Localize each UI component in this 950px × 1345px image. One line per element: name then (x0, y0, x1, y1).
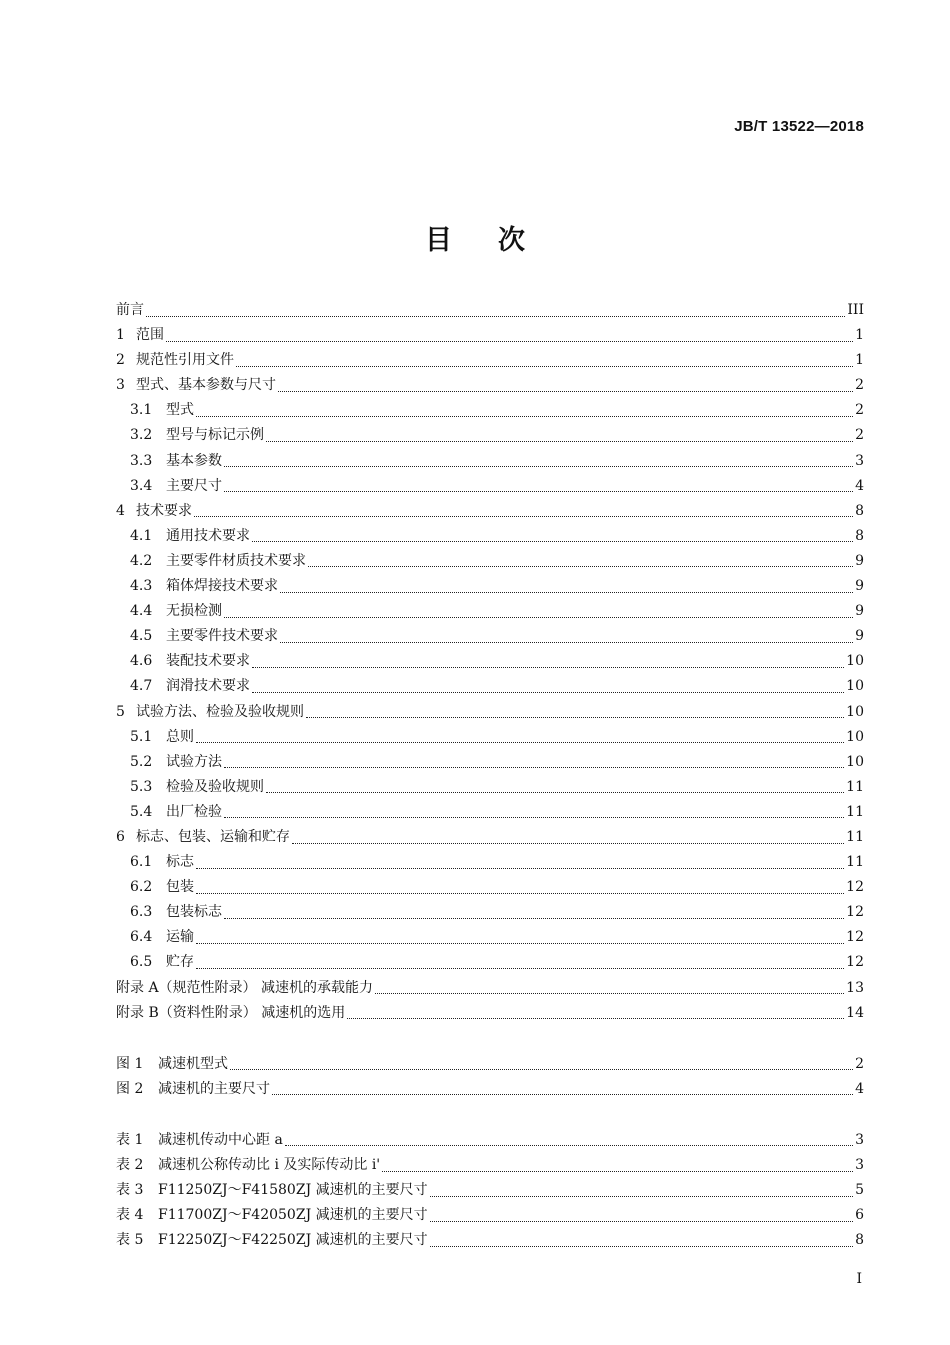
toc-entry-page: 4 (855, 1080, 864, 1097)
dot-leader (280, 591, 853, 593)
toc-entry[interactable] (116, 1052, 864, 1077)
table-of-contents (116, 298, 864, 1253)
toc-entry-label: 主要尺寸 (166, 477, 222, 494)
toc-entry-number: 5.2 (130, 753, 153, 770)
toc-entry[interactable] (116, 549, 864, 574)
dot-leader (278, 390, 853, 392)
toc-entry-page: 5 (855, 1182, 864, 1199)
toc-entry-page: 12 (846, 954, 864, 971)
dot-leader (224, 816, 844, 818)
toc-entry-page: 11 (846, 854, 864, 871)
toc-entry-label: 出厂检验 (166, 803, 222, 820)
dot-leader (224, 616, 853, 618)
toc-entry[interactable] (116, 725, 864, 750)
toc-entry-label: 标志 (166, 854, 194, 871)
toc-entry-page: 12 (846, 929, 864, 946)
toc-entry-number: 4.3 (130, 578, 153, 595)
toc-entry-label: 前言 (116, 302, 144, 318)
toc-entry-page: 11 (846, 778, 864, 795)
toc-entry-label: 规范性引用文件 (136, 352, 234, 369)
dot-leader (196, 967, 844, 969)
dot-leader (196, 415, 853, 417)
dot-leader (236, 365, 853, 367)
toc-entry-number: 4 (116, 502, 125, 519)
toc-entry-page: 13 (846, 979, 864, 996)
toc-entry[interactable] (116, 925, 864, 950)
toc-entry[interactable] (116, 474, 864, 499)
toc-entry[interactable] (116, 348, 864, 373)
toc-entry[interactable] (116, 298, 864, 323)
toc-entry[interactable] (116, 574, 864, 599)
dot-leader (347, 1017, 844, 1019)
toc-entry[interactable] (116, 800, 864, 825)
toc-entry-page: 11 (846, 803, 864, 820)
toc-entry-label: 附录 B（资料性附录） 减速机的选用 (116, 1004, 346, 1021)
toc-entry-page: 10 (846, 653, 864, 670)
toc-entry-label: 贮存 (166, 954, 194, 971)
dot-leader (292, 842, 844, 844)
toc-entry[interactable] (116, 323, 864, 348)
toc-entry[interactable] (116, 1203, 864, 1228)
toc-entry-label: 试验方法 (166, 753, 222, 770)
dot-leader (194, 515, 853, 517)
toc-entry[interactable] (116, 875, 864, 900)
toc-entry[interactable] (116, 1228, 864, 1253)
toc-entry-label: 箱体焊接技术要求 (166, 578, 278, 595)
toc-entry-number: 表 5 (116, 1232, 144, 1249)
toc-entry[interactable] (116, 449, 864, 474)
toc-entry[interactable] (116, 1178, 864, 1203)
toc-entry-label: 润滑技术要求 (166, 678, 250, 695)
toc-entry-number: 4.1 (130, 527, 153, 544)
toc-entry-number: 3.1 (130, 402, 153, 419)
toc-title (0, 218, 950, 257)
toc-entry-number: 4.7 (130, 678, 153, 695)
toc-entry[interactable] (116, 499, 864, 524)
dot-leader (266, 791, 844, 793)
toc-entry[interactable] (116, 398, 864, 423)
toc-entry-label: 装配技术要求 (166, 653, 250, 670)
toc-entry-label: 无损检测 (166, 603, 222, 620)
toc-entry[interactable] (116, 599, 864, 624)
toc-entry-label: 主要零件材质技术要求 (166, 552, 306, 569)
toc-entry-page: 10 (846, 728, 864, 745)
toc-entry-label: 减速机型式 (158, 1055, 228, 1072)
toc-entry-number: 6.5 (130, 954, 153, 971)
toc-entry[interactable] (116, 976, 864, 1001)
toc-entry-number: 图 1 (116, 1055, 144, 1072)
toc-entry-number: 3.3 (130, 452, 153, 469)
dot-leader (308, 565, 853, 567)
dot-leader (280, 641, 853, 643)
toc-entry-page: 1 (855, 327, 864, 344)
toc-entry-page: 9 (855, 552, 864, 569)
dot-leader (146, 315, 845, 317)
toc-entry-number: 4.2 (130, 552, 153, 569)
toc-entry-page: 10 (846, 753, 864, 770)
toc-entry-number: 4.4 (130, 603, 153, 620)
toc-entry-number: 5.4 (130, 803, 153, 820)
toc-entry[interactable] (116, 1128, 864, 1153)
toc-entry-page: 9 (855, 628, 864, 645)
dot-leader (375, 992, 844, 994)
toc-entry-label: 附录 A（规范性附录） 减速机的承载能力 (116, 979, 374, 996)
toc-entry-label: 减速机传动中心距 a (158, 1131, 283, 1148)
toc-entry-number: 5.3 (130, 778, 153, 795)
toc-entry-number: 表 2 (116, 1157, 144, 1173)
toc-entry-label: F12250ZJ～F42250ZJ 减速机的主要尺寸 (158, 1232, 428, 1249)
toc-entry-number: 6.2 (130, 879, 153, 896)
toc-entry-number: 3.2 (130, 427, 153, 444)
toc-entry-label: 试验方法、检验及验收规则 (136, 703, 304, 720)
toc-entry-page: 14 (846, 1004, 864, 1021)
toc-entry-page: 9 (855, 578, 864, 595)
dot-leader (252, 666, 844, 668)
toc-entry-number: 5 (116, 703, 125, 720)
toc-entry-label: 型式、基本参数与尺寸 (136, 377, 276, 394)
toc-entry-page: 8 (855, 1232, 864, 1249)
toc-entry-label: 型式 (166, 402, 194, 419)
dot-leader (252, 691, 844, 693)
toc-entry-label: F11700ZJ～F42050ZJ 减速机的主要尺寸 (158, 1207, 428, 1224)
toc-entry[interactable] (116, 1001, 864, 1026)
toc-entry-number: 6 (116, 828, 125, 845)
toc-entry[interactable] (116, 674, 864, 699)
dot-leader (196, 942, 844, 944)
toc-entry[interactable] (116, 624, 864, 649)
toc-entry[interactable] (116, 1077, 864, 1102)
toc-entry-label: 主要零件技术要求 (166, 628, 278, 645)
standard-code: JB/T 13522—2018 (734, 118, 864, 135)
toc-entry-number: 表 1 (116, 1131, 144, 1148)
toc-entry-label: 运输 (166, 929, 194, 946)
toc-entry-page: 9 (855, 603, 864, 620)
toc-entry-number: 3.4 (130, 477, 153, 494)
toc-entry-page: 4 (855, 477, 864, 494)
dot-leader (230, 1068, 853, 1070)
dot-leader (224, 917, 844, 919)
toc-entry-page: III (847, 302, 864, 318)
toc-entry[interactable] (116, 825, 864, 850)
toc-entry-label: 检验及验收规则 (166, 778, 264, 795)
toc-entry-page: 3 (855, 1131, 864, 1148)
toc-entry[interactable] (116, 1153, 864, 1178)
toc-entry-label: 基本参数 (166, 452, 222, 469)
toc-entry-page: 11 (846, 828, 864, 845)
toc-entry-label: 包装标志 (166, 904, 222, 921)
dot-leader (430, 1245, 853, 1247)
toc-entry-label: 标志、包装、运输和贮存 (136, 828, 290, 845)
dot-leader (382, 1170, 853, 1172)
dot-leader (306, 716, 844, 718)
toc-entry-page: 1 (855, 352, 864, 369)
page-number: I (856, 1271, 862, 1287)
toc-entry-page: 2 (855, 377, 864, 394)
toc-entry[interactable] (116, 750, 864, 775)
toc-entry-number: 3 (116, 377, 125, 394)
dot-leader (224, 490, 853, 492)
toc-entry-number: 6.3 (130, 904, 153, 921)
toc-title-part2: 次 (498, 225, 525, 256)
toc-entry-number: 2 (116, 352, 125, 369)
toc-entry-page: 3 (855, 452, 864, 469)
toc-entry[interactable] (116, 423, 864, 448)
toc-entry-number: 4.5 (130, 628, 153, 645)
toc-entry-label: 包装 (166, 879, 194, 896)
toc-entry-page: 2 (855, 427, 864, 444)
toc-entry-page: 2 (855, 402, 864, 419)
toc-entry[interactable] (116, 649, 864, 674)
toc-entry-label: 技术要求 (136, 502, 192, 519)
dot-leader (196, 741, 844, 743)
toc-entry[interactable] (116, 373, 864, 398)
toc-entry[interactable] (116, 950, 864, 975)
toc-entry-number: 1 (116, 327, 125, 344)
toc-entry-number: 图 2 (116, 1080, 144, 1097)
toc-entry-page: 10 (846, 678, 864, 695)
toc-entry[interactable] (116, 775, 864, 800)
toc-entry-label: 通用技术要求 (166, 527, 250, 544)
dot-leader (252, 540, 853, 542)
dot-leader (196, 892, 844, 894)
dot-leader (196, 867, 844, 869)
dot-leader (285, 1144, 853, 1146)
toc-entry[interactable] (116, 850, 864, 875)
toc-entry-page: 10 (846, 703, 864, 720)
toc-entry-number: 4.6 (130, 653, 153, 670)
toc-entry[interactable] (116, 900, 864, 925)
toc-title-part1: 目 (425, 225, 452, 256)
toc-entry-page: 3 (855, 1157, 864, 1173)
toc-entry[interactable] (116, 524, 864, 549)
dot-leader (430, 1195, 853, 1197)
toc-entry-label: 减速机公称传动比 i 及实际传动比 i' (158, 1157, 381, 1173)
toc-entry-number: 6.4 (130, 929, 153, 946)
dot-leader (272, 1093, 853, 1095)
dot-leader (166, 340, 853, 342)
toc-entry-label: F11250ZJ～F41580ZJ 减速机的主要尺寸 (158, 1182, 428, 1199)
toc-entry-page: 12 (846, 879, 864, 896)
toc-entry-page: 2 (855, 1055, 864, 1072)
toc-entry-label: 总则 (166, 728, 194, 745)
toc-entry-label: 型号与标记示例 (166, 427, 264, 444)
toc-entry-page: 8 (855, 527, 864, 544)
toc-entry-page: 8 (855, 502, 864, 519)
toc-entry-page: 12 (846, 904, 864, 921)
toc-entry-number: 5.1 (130, 728, 153, 745)
toc-entry-page: 6 (855, 1207, 864, 1224)
toc-entry-number: 6.1 (130, 854, 153, 871)
toc-entry-number: 表 3 (116, 1182, 144, 1199)
toc-entry-label: 范围 (136, 327, 164, 344)
toc-entry[interactable] (116, 700, 864, 725)
dot-leader (430, 1220, 853, 1222)
dot-leader (266, 440, 853, 442)
dot-leader (224, 465, 853, 467)
toc-entry-label: 减速机的主要尺寸 (158, 1080, 270, 1097)
dot-leader (224, 766, 844, 768)
toc-entry-number: 表 4 (116, 1207, 144, 1224)
